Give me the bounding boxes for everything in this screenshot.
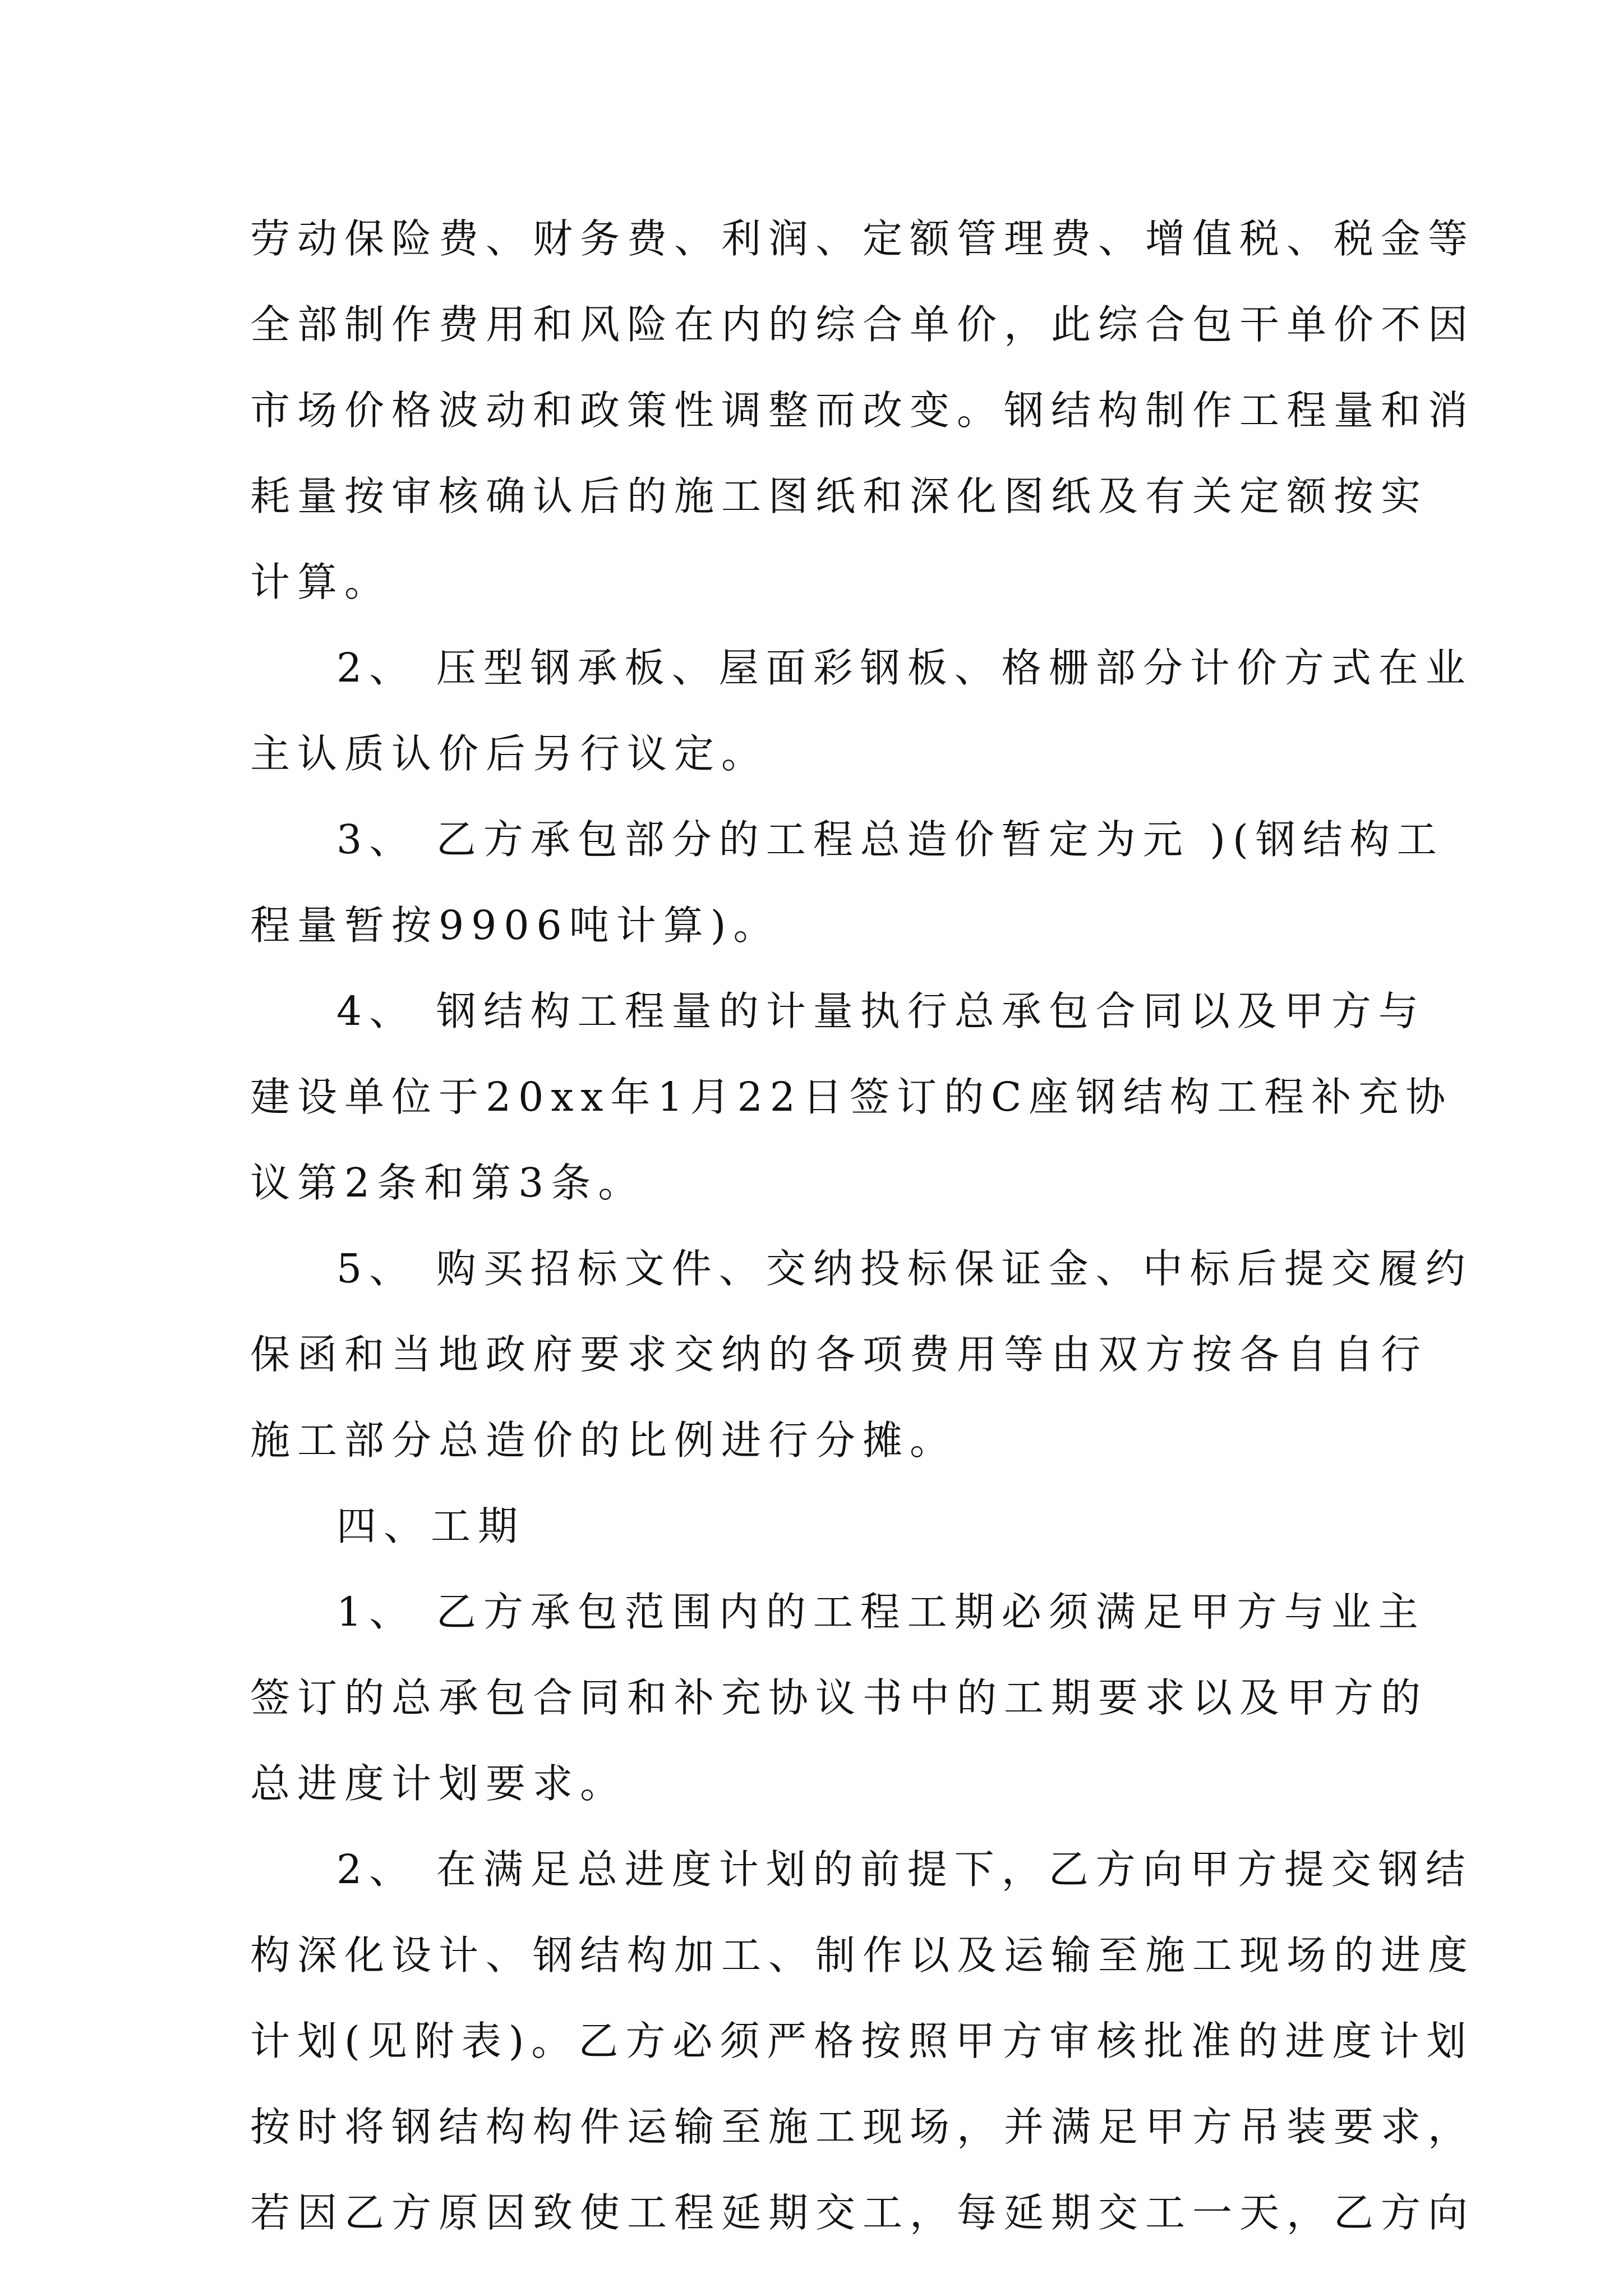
text-line: 构深化设计、钢结构加工、制作以及运输至施工现场的进度 bbox=[250, 1932, 1476, 1978]
text-line: 劳动保险费、财务费、利润、定额管理费、增值税、税金等 bbox=[250, 215, 1476, 262]
text-line: 5、 购买招标文件、交纳投标保证金、中标后提交履约 bbox=[336, 1245, 1473, 1292]
text-line: 计算。 bbox=[250, 559, 392, 605]
text-line: 保函和当地政府要求交纳的各项费用等由双方按各自自行 bbox=[250, 1331, 1428, 1378]
text-line: 施工部分总造价的比例进行分摊。 bbox=[250, 1417, 957, 1464]
text-line: 总进度计划要求。 bbox=[250, 1760, 628, 1807]
text-line: 全部制作费用和风险在内的综合单价，此综合包干单价不因 bbox=[250, 301, 1476, 348]
text-line: 程量暂按9906吨计算)。 bbox=[250, 902, 781, 949]
text-line: 2、 在满足总进度计划的前提下，乙方向甲方提交钢结 bbox=[336, 1846, 1473, 1893]
text-line: 耗量按审核确认后的施工图纸和深化图纸及有关定额按实 bbox=[250, 473, 1428, 519]
text-line: 3、 乙方承包部分的工程总造价暂定为元 )(钢结构工 bbox=[336, 816, 1444, 863]
text-line: 若因乙方原因致使工程延期交工，每延期交工一天，乙方向 bbox=[250, 2189, 1476, 2236]
text-line: 市场价格波动和政策性调整而改变。钢结构制作工程量和消 bbox=[250, 387, 1476, 434]
text-line: 计划(见附表)。乙方必须严格按照甲方审核批准的进度计划 bbox=[250, 2018, 1474, 2064]
text-line: 议第2条和第3条。 bbox=[250, 1159, 645, 1206]
text-line: 建设单位于20xx年1月22日签订的C座钢结构工程补充协 bbox=[250, 1074, 1453, 1120]
section-heading: 四、工期 bbox=[336, 1503, 525, 1549]
text-line: 主认质认价后另行议定。 bbox=[250, 730, 769, 777]
text-line: 1、 乙方承包范围内的工程工期必须满足甲方与业主 bbox=[336, 1589, 1426, 1635]
text-line: 签订的总承包合同和补充协议书中的工期要求以及甲方的 bbox=[250, 1674, 1428, 1721]
text-line: 按时将钢结构构件运输至施工现场，并满足甲方吊装要求， bbox=[250, 2104, 1476, 2150]
text-line: 4、 钢结构工程量的计量执行总承包合同以及甲方与 bbox=[336, 988, 1426, 1034]
text-line: 2、 压型钢承板、屋面彩钢板、格栅部分计价方式在业 bbox=[336, 645, 1473, 691]
